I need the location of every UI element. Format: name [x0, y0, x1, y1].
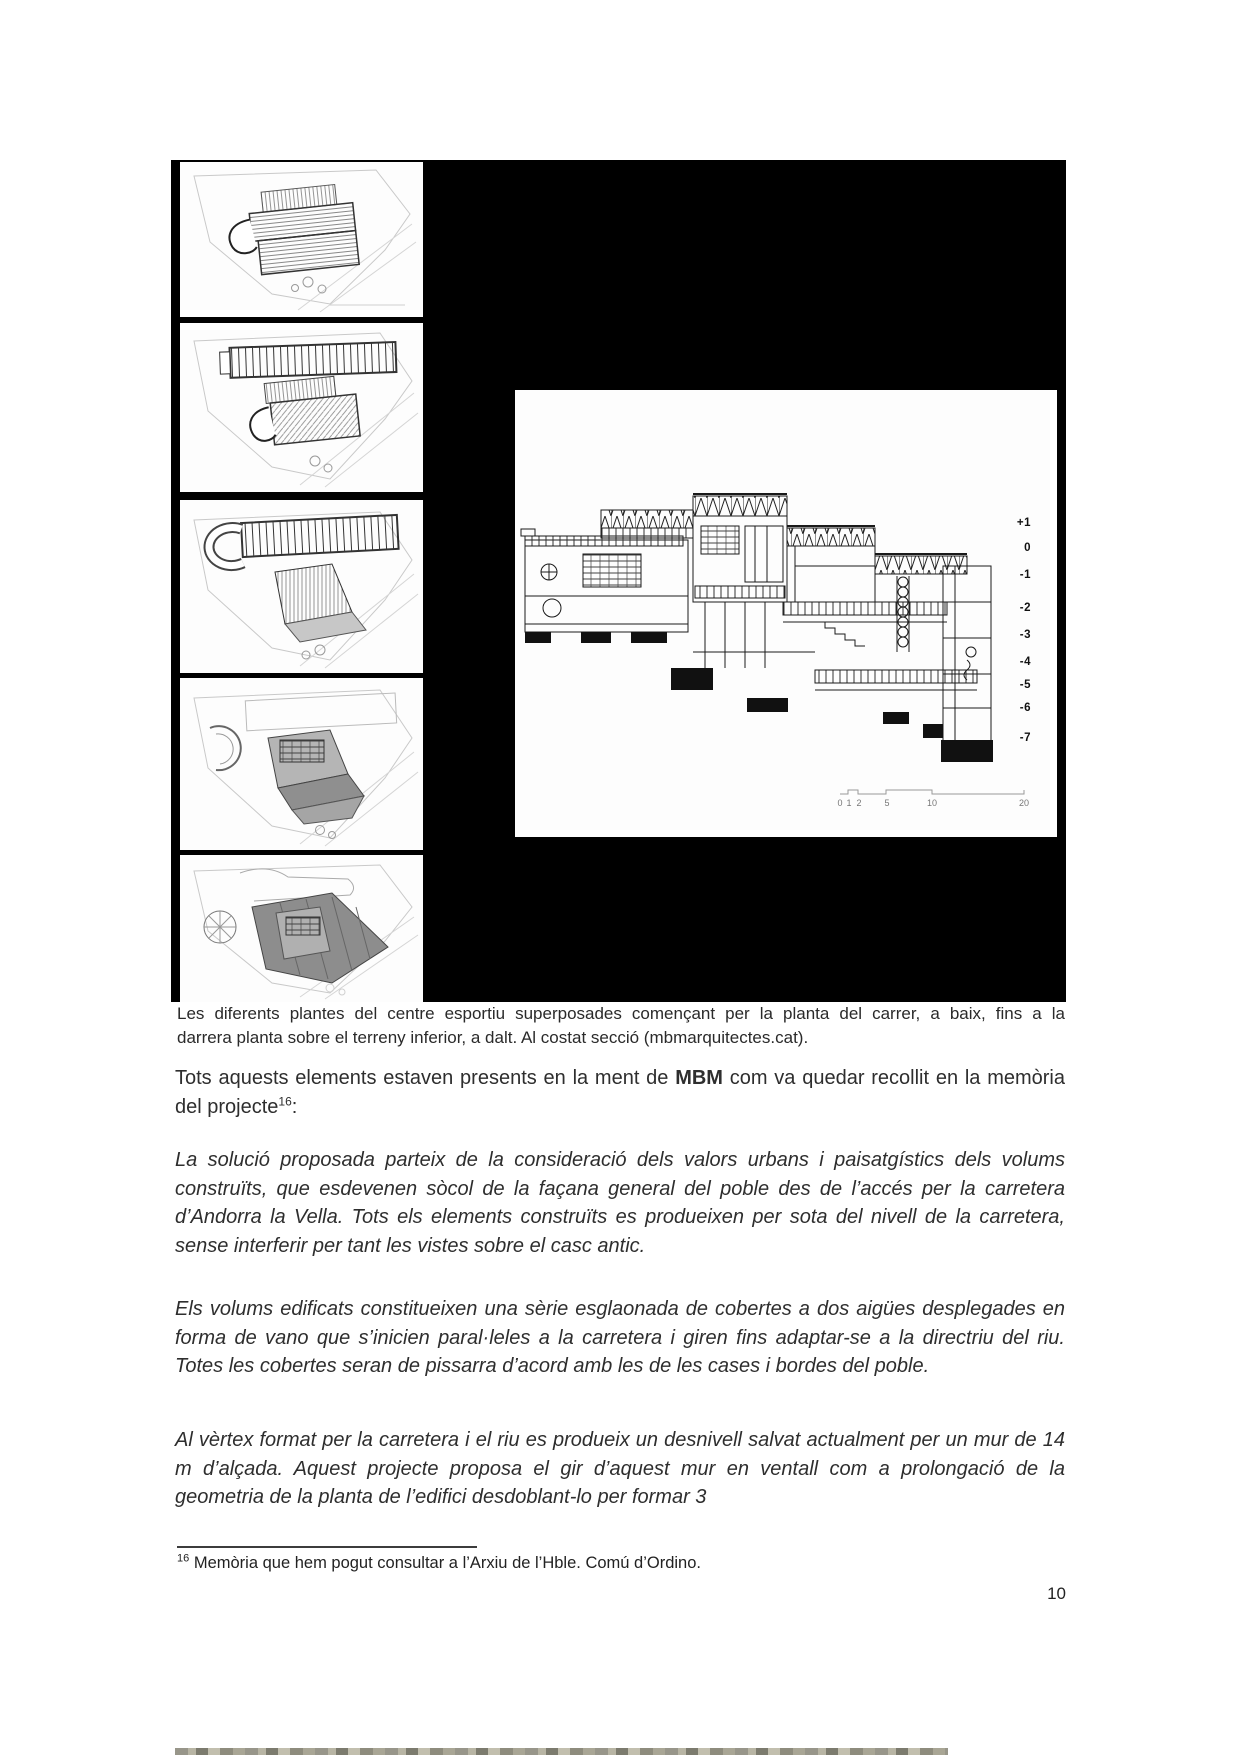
intro-text-mid: com va quedar recollit en la memòria del projecte [175, 1067, 1065, 1118]
level-label: -5 [1019, 679, 1031, 691]
section-drawing [515, 390, 1057, 837]
scale-label: 20 [1018, 798, 1030, 808]
floor-plan-thumb-1 [180, 162, 423, 317]
floor-plan-drawing-3 [180, 500, 423, 673]
floor-plan-drawing-4 [180, 678, 423, 850]
intro-text-pre: Tots aquests elements estaven presents en la ment de [175, 1067, 676, 1089]
scale-label: 0 [837, 798, 843, 808]
floor-plan-thumb-5 [180, 855, 423, 1002]
footnote-number: 16 [177, 1552, 190, 1565]
level-label: -7 [1019, 732, 1031, 744]
paragraph-quote-2: Els volums edificats constitueixen una sèrie esglaonada de cobertes a dos aigües desplegades en forma de vano que s’inicien paral·leles a la carretera i giren fins adaptar-se a la directriu del riu. Totes les cobertes seran de pissarra d’acord amb les de les cases i bordes del poble. [175, 1298, 1065, 1377]
level-label: +1 [1016, 517, 1031, 529]
level-label: -2 [1019, 602, 1031, 614]
scale-label: 1 [846, 798, 852, 808]
level-label: 0 [1024, 542, 1031, 554]
footnote-separator [177, 1546, 477, 1548]
level-labels [1001, 390, 1031, 837]
caption-line-2: darrera planta sobre el terreny inferior, a dalt. Al costat secció (mbmarquitectes.cat). [177, 1028, 809, 1047]
next-page-image-strip [175, 1748, 948, 1755]
scale-label: 2 [856, 798, 862, 808]
floor-plan-thumb-4 [180, 678, 423, 850]
paragraph-intro [175, 1064, 1065, 1122]
page-number: 10 [1047, 1584, 1066, 1603]
footnote-text: Memòria que hem pogut consultar a l’Arxiu de l’Hble. Comú d’Ordino. [189, 1554, 701, 1572]
paragraph-quote-1: La solució proposada parteix de la consideració dels valors urbans i paisatgístics dels volums construïts, que esdevenen sòcol de la façana general del poble des de l’accés per la carretera d’Andorra la Vella. Tots els elements construïts es produeixen per sota del nivell de la carretera, sense interferir per tant les vistes sobre el casc antic. [175, 1149, 1065, 1257]
scale-label: 10 [926, 798, 938, 808]
scale-label: 5 [884, 798, 890, 808]
floor-plan-drawing-2 [180, 323, 423, 492]
figure-collage [171, 160, 1066, 1002]
level-label: -4 [1019, 656, 1031, 668]
caption-line-1: Les diferents plantes del centre esportiu superposades començant per la planta del carrer, a baix, fins a la [177, 1004, 1065, 1023]
floor-plan-thumb-2 [180, 323, 423, 492]
level-label: -3 [1019, 629, 1031, 641]
floor-plan-drawing-5 [180, 855, 423, 1002]
level-label: -6 [1019, 702, 1031, 714]
figure-caption [177, 1002, 1065, 1050]
intro-text-post: : [291, 1096, 298, 1118]
footnote-reference-16: 16 [278, 1094, 292, 1109]
floor-plan-thumb-3 [180, 500, 423, 673]
section-panel [515, 390, 1057, 837]
paragraph-quote-3: Al vèrtex format per la carretera i el riu es produeix un desnivell salvat actualment per un mur de 14 m d’alçada. Aquest projecte proposa el gir d’aquest mur en ventall com a prolongació de la geometria de la planta de l’edifici desdoblant-lo per formar 3 [175, 1429, 1065, 1508]
intro-text-bold-mbm: MBM [675, 1067, 723, 1089]
footnote [177, 1554, 937, 1573]
level-label: -1 [1019, 569, 1031, 581]
floor-plan-drawing-1 [180, 162, 423, 317]
